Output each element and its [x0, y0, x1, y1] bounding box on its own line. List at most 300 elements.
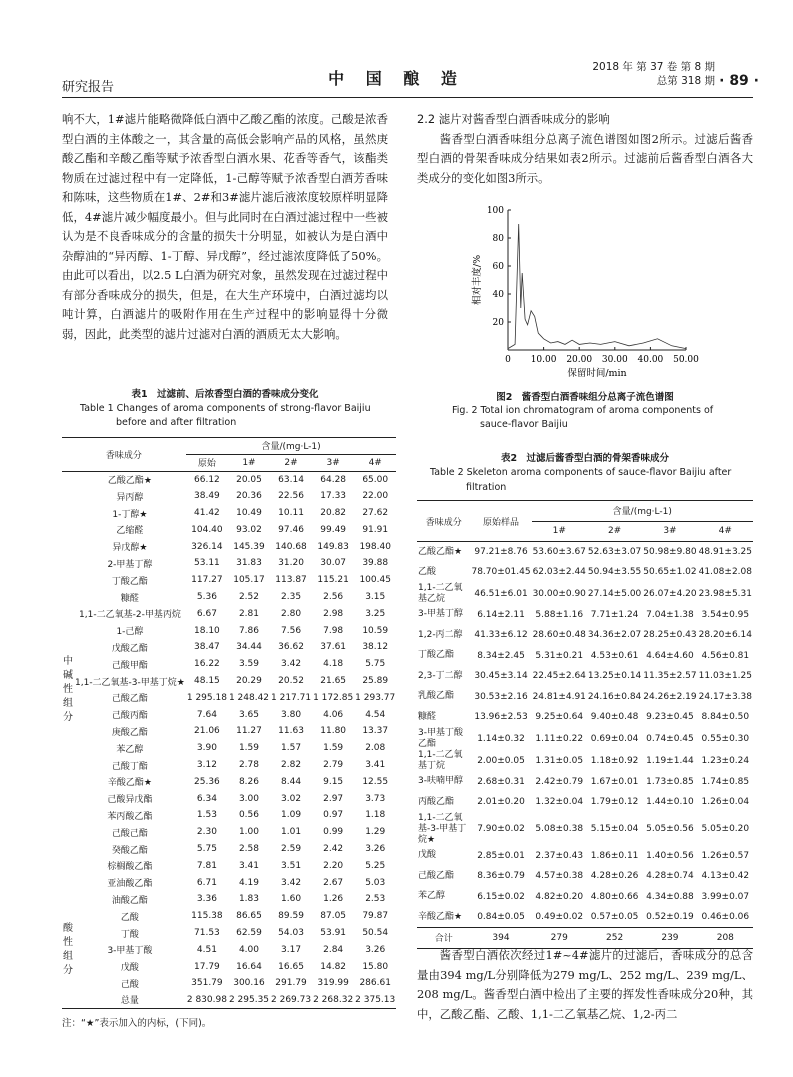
table2-cell-value: 48.91±3.25	[698, 547, 752, 557]
y-tick-label: 40	[492, 290, 504, 300]
table1-cell-value: 115.38	[191, 911, 223, 922]
table1-cell-value: 2.82	[281, 760, 302, 771]
table1-cell-value: 7.64	[196, 709, 217, 720]
table2-cell-value: 5.05±0.20	[701, 824, 750, 834]
table1-cell-value: 140.68	[275, 541, 307, 552]
table-row	[62, 925, 396, 942]
table2-header-original: 原始样品	[470, 501, 531, 542]
table2-cell-name: 苯乙醇	[418, 891, 446, 902]
x-tick-label: 30.00	[601, 355, 628, 365]
table2-cell-value: 2.01±0.20	[477, 797, 525, 808]
table2-header-row	[417, 501, 753, 522]
table1-cell-value: 2.20	[323, 860, 344, 871]
table1-cell-value: 53.11	[194, 558, 220, 569]
table2-cell-value: 2.68±0.31	[477, 776, 525, 787]
table-row	[417, 583, 753, 605]
table2-total-row	[417, 928, 753, 949]
table1-cell-value: 1.60	[281, 894, 302, 905]
table1	[62, 437, 396, 1009]
table1-cell-value: 16.22	[194, 659, 220, 670]
table1-cell-name: 辛酸乙酯★	[107, 778, 152, 789]
table2-cell-value: 4.56±0.81	[701, 650, 750, 661]
table2-cell-value: 0.49±0.02	[535, 912, 584, 922]
table1-cell-value: 20.82	[320, 508, 347, 519]
table1-cell-value: 7.56	[281, 625, 302, 636]
table-row	[417, 792, 753, 813]
table-row	[62, 505, 396, 522]
table2-cell-value: 24.16±0.84	[587, 691, 642, 702]
table2-cell-value: 8.34±2.45	[477, 650, 525, 661]
table1-cell-value: 5.36	[196, 592, 217, 603]
table1-header-col: 4#	[354, 454, 396, 471]
table1-header-component: 香味成分	[62, 438, 186, 472]
table-row	[417, 728, 753, 750]
table1-total-spacer	[62, 992, 74, 1009]
table1-cell-name: 丁酸	[120, 929, 139, 940]
table1-cell-value: 326.14	[191, 541, 223, 552]
table1-cell-value: 25.36	[194, 776, 220, 787]
table2-cell-value: 2.37±0.43	[535, 850, 584, 861]
table1-cell-value: 3.00	[238, 793, 259, 804]
table2-cell-value: 28.20±6.14	[698, 630, 752, 641]
table1-cell-value: 16.65	[278, 961, 304, 972]
table1-cell-value: 13.37	[362, 726, 389, 737]
table1-cell-value: 22.00	[362, 491, 389, 502]
y-axis-label: 相对丰度/%	[472, 254, 483, 306]
table1-cell-value: 2.42	[323, 844, 344, 855]
table1-cell-value: 1.18	[365, 810, 386, 821]
table2-cell-value: 8.36±0.79	[477, 871, 525, 882]
table2-cell-value: 1.32±0.04	[535, 797, 584, 808]
table1-cell-name: 1,1-二乙氧基-3-甲基丁烷★	[75, 677, 185, 688]
page-number: · 89 ·	[719, 73, 759, 89]
figure2-chromatogram	[460, 200, 700, 380]
table1-cell-value: 4.00	[238, 944, 259, 955]
table2-total-value: 239	[642, 928, 697, 949]
table2-cell-value: 24.26±2.19	[643, 691, 697, 702]
table1-cell-value: 5.03	[365, 877, 386, 888]
table1-total-value: 2 830.98	[186, 992, 228, 1009]
table-row	[62, 757, 396, 774]
table-row	[417, 646, 753, 667]
table-row	[62, 605, 396, 622]
table2-cell-value: 6.15±0.02	[477, 891, 525, 902]
table1-cell-name: 己酸丁酯	[111, 761, 148, 772]
table1-cell-value: 3.41	[238, 860, 259, 871]
table1-cell-value: 3.26	[365, 844, 386, 855]
table2-cell-value: 5.88±1.16	[535, 609, 584, 620]
table-row	[62, 471, 396, 488]
table2-cell-value: 27.14±5.00	[587, 588, 642, 599]
x-tick-label: 50.00	[673, 355, 699, 365]
table2-cell-value: 2.00±0.05	[477, 755, 525, 766]
table1-cell-value: 3.51	[281, 860, 302, 871]
table1-cell-name: 戊酸	[120, 963, 139, 974]
table-row	[417, 813, 753, 846]
table2-cell-value: 0.74±0.45	[646, 733, 694, 744]
table2-cell-name: 乙酸	[418, 566, 437, 577]
table1-cell-value: 5.25	[365, 860, 386, 871]
table2-cell-value: 4.57±0.38	[535, 871, 584, 882]
table1-cell-value: 145.39	[233, 541, 265, 552]
table1-cell-value: 64.28	[320, 474, 347, 485]
table1-cell-value: 4.51	[196, 944, 217, 955]
table2-cell-value: 5.05±0.56	[646, 824, 694, 834]
table1-cell-value: 2.84	[323, 944, 344, 955]
table2-cell-value: 26.07±4.20	[643, 588, 697, 599]
table1-cell-value: 65.00	[362, 474, 389, 485]
table2-cell-value: 1.26±0.04	[701, 797, 750, 808]
table-row	[62, 622, 396, 639]
table1-cell-name: 1-己醇	[116, 627, 144, 638]
table1-cell-value: 48.15	[194, 676, 220, 687]
table2-total-value: 208	[698, 928, 753, 949]
table1-cell-value: 37.61	[320, 642, 347, 653]
table2-header-col: 2#	[587, 521, 642, 542]
table1-cell-value: 53.91	[320, 928, 347, 938]
table2-caption-en-2: filtration	[466, 482, 507, 493]
table1-cell-value: 3.73	[365, 793, 386, 804]
table1-cell-value: 2.81	[238, 608, 259, 619]
table-row	[62, 656, 396, 673]
table1-cell-value: 319.99	[317, 978, 349, 989]
table1-cell-value: 2.67	[323, 877, 344, 888]
table2-cell-value: 6.14±2.11	[477, 609, 525, 620]
table-row	[62, 639, 396, 656]
table1-cell-value: 2.30	[196, 827, 217, 838]
table2-cell-value: 8.84±0.50	[701, 712, 750, 723]
table2-cell-value: 30.00±0.90	[532, 588, 586, 599]
table2-cell-value: 4.64±4.60	[646, 650, 694, 661]
table2	[417, 500, 753, 949]
table1-cell-name: 己酸己酯	[111, 828, 148, 839]
table1-cell-value: 31.83	[236, 558, 262, 569]
table2-cell-value: 1.14±0.32	[477, 733, 525, 744]
table1-cell-value: 1 172.85	[313, 692, 354, 703]
table-row	[417, 562, 753, 583]
table2-cell-name: 乙酸乙酯★	[418, 546, 463, 557]
table1-cell-value: 2.98	[323, 608, 344, 619]
table2-cell-value: 0.46±0.06	[701, 912, 750, 922]
table1-cell-value: 1.09	[281, 810, 302, 821]
table1-cell-value: 8.44	[281, 776, 302, 787]
table1-cell-value: 2.80	[281, 608, 302, 619]
table-row	[62, 857, 396, 874]
table1-cell-value: 2.97	[323, 793, 344, 804]
section-heading: 2.2 滤片对酱香型白酒香味成分的影响	[417, 112, 610, 126]
table2-cell-name: 1,2-丙二醇	[418, 629, 463, 640]
table-row	[62, 740, 396, 757]
table1-cell-value: 63.14	[278, 474, 304, 485]
table2-cell-value: 1.73±0.85	[646, 776, 694, 787]
table1-cell-value: 11.27	[236, 726, 262, 737]
table1-cell-value: 14.82	[320, 961, 347, 972]
table2-cell-name: 2,3-丁二醇	[418, 670, 463, 681]
table-row	[417, 887, 753, 908]
table1-cell-value: 97.46	[278, 524, 304, 535]
table1-cell-name: 癸酸乙酯	[111, 845, 148, 856]
table1-cell-value: 3.65	[238, 709, 259, 720]
table1-cell-value: 38.12	[362, 642, 389, 653]
table1-cell-value: 10.49	[236, 508, 262, 519]
table-row	[417, 772, 753, 793]
table-row	[417, 750, 753, 772]
table1-cell-name: 苯丙酸乙酯	[107, 811, 153, 822]
table-row	[417, 866, 753, 887]
table1-cell-value: 115.21	[317, 575, 349, 586]
table-row	[62, 975, 396, 992]
table2-cell-value: 30.53±2.16	[474, 691, 528, 702]
table2-cell-value: 53.60±3.67	[532, 547, 586, 557]
table-row	[62, 689, 396, 706]
table2-cell-name: 3-甲基丁醇	[418, 609, 463, 620]
table1-cell-value: 7.86	[238, 625, 259, 636]
table2-cell-value: 0.55±0.30	[701, 733, 750, 744]
table1-cell-value: 38.49	[194, 491, 220, 502]
table1-cell-value: 31.20	[278, 558, 304, 569]
table2-cell-value: 30.45±3.14	[474, 671, 528, 682]
y-tick-label: 80	[492, 234, 504, 244]
table-row	[62, 555, 396, 572]
table1-cell-name: 乙缩醛	[116, 526, 144, 537]
table2-cell-value: 5.08±0.38	[535, 824, 584, 834]
table1-cell-value: 3.02	[281, 793, 302, 804]
table2-cell-value: 1.86±0.11	[590, 850, 639, 861]
table1-cell-value: 4.54	[365, 709, 386, 720]
table2-cell-value: 4.82±0.20	[535, 891, 584, 902]
table1-cell-value: 22.56	[278, 491, 304, 502]
table1-cell-value: 21.06	[194, 726, 220, 737]
table2-cell-value: 13.96±2.53	[474, 712, 528, 723]
table-row	[62, 673, 396, 690]
table2-cell-value: 7.90±0.02	[477, 824, 525, 834]
table2-cell-value: 4.28±0.26	[590, 871, 639, 882]
table1-total-row	[62, 992, 396, 1009]
table2-cell-value: 50.65±1.02	[643, 567, 697, 578]
table2-total-value: 279	[532, 928, 587, 949]
table1-cell-value: 149.83	[317, 541, 349, 552]
table1-cell-value: 1.57	[281, 743, 302, 754]
table1-cell-value: 30.07	[320, 558, 347, 569]
table1-cell-value: 2.79	[323, 760, 344, 771]
table1-cell-name: 异丙醇	[116, 492, 144, 503]
table2-cell-value: 0.84±0.05	[477, 912, 525, 922]
table1-cell-name: 乙酸	[120, 912, 139, 923]
table1-cell-name: 苯乙醇	[116, 744, 144, 755]
table2-cell-value: 78.70±01.45	[471, 567, 531, 578]
table1-cell-value: 15.80	[362, 961, 389, 972]
table2-cell-value: 5.15±0.04	[590, 824, 639, 834]
table2-cell-value: 3.99±0.07	[701, 891, 750, 902]
x-tick-label: 20.00	[566, 355, 593, 365]
table-note: 注：“★”表示加入的内标，(下同)。	[62, 1018, 212, 1029]
table1-cell-value: 2.35	[281, 592, 302, 603]
table2-cell-value: 11.03±1.25	[698, 671, 752, 682]
table1-cell-name: 戊酸乙酯	[111, 643, 148, 654]
table1-cell-value: 50.54	[362, 928, 389, 938]
table1-header-content: 含量/(mg·L-1)	[186, 438, 396, 455]
table1-cell-value: 3.15	[365, 592, 386, 603]
table1-cell-value: 1.83	[238, 894, 259, 905]
table-row	[62, 841, 396, 858]
table1-cell-value: 2.52	[238, 592, 259, 603]
table1-cell-value: 1.01	[281, 827, 302, 838]
table1-cell-value: 21.65	[320, 676, 347, 687]
table2-cell-name: 乳酸乙酯	[418, 691, 455, 702]
table2-cell-value: 0.52±0.19	[646, 912, 694, 922]
table1-cell-name: 油酸乙酯	[111, 895, 148, 906]
table1-cell-value: 36.62	[278, 642, 304, 653]
table2-cell-value: 1.74±0.85	[701, 776, 750, 787]
table2-cell-name: 丁酸乙酯	[418, 650, 455, 661]
y-tick-label: 20	[492, 318, 504, 328]
issue-info	[592, 60, 715, 88]
header-rule	[62, 97, 753, 98]
table1-cell-value: 27.62	[362, 508, 389, 519]
table2-cell-value: 28.25±0.43	[643, 630, 697, 641]
table2-cell-value: 50.98±9.80	[643, 547, 697, 557]
table1-header-row	[62, 438, 396, 455]
y-tick-label: 60	[492, 262, 504, 272]
table1-cell-value: 6.67	[196, 608, 217, 619]
table1-cell-name: 庚酸乙酯	[111, 727, 148, 738]
figure2-caption-en-2: sauce-flavor Baijiu	[480, 419, 568, 430]
table1-caption-en-1: Table 1 Changes of aroma components of strong-flavor Baijiu	[80, 403, 371, 414]
table1-cell-value: 8.26	[238, 776, 259, 787]
table2-caption-en-1: Table 2 Skeleton aroma components of sauce-flavor Baijiu after	[430, 467, 732, 478]
table1-cell-value: 18.10	[194, 625, 220, 636]
table2-header-col: 1#	[532, 521, 587, 542]
table1-cell-value: 113.87	[275, 575, 307, 586]
table1-cell-value: 4.19	[238, 877, 259, 888]
table1-total-value: 2 295.35	[228, 992, 270, 1009]
table-row	[62, 941, 396, 958]
table2-cell-value: 22.45±2.64	[532, 671, 586, 682]
table2-cell-value: 4.13±0.42	[701, 871, 750, 882]
table1-cell-value: 7.81	[196, 860, 217, 871]
table2-cell-value: 34.36±2.07	[587, 630, 642, 641]
table2-cell-value: 9.40±0.48	[590, 712, 639, 723]
table2-caption-cn: 表2 过滤后酱香型白酒的骨架香味成分	[500, 453, 670, 464]
table1-cell-name: 2-甲基丁醇	[107, 559, 153, 570]
table2-cell-value: 50.94±3.55	[587, 567, 642, 578]
table-row	[417, 605, 753, 626]
table1-header-col: 1#	[228, 454, 270, 471]
table1-total-value: 2 269.73	[270, 992, 312, 1009]
table2-cell-value: 7.71±1.24	[590, 609, 639, 620]
table1-cell-value: 3.42	[281, 659, 302, 670]
table1-total-value: 2 268.32	[312, 992, 354, 1009]
table1-cell-value: 117.27	[191, 575, 223, 586]
table-row	[62, 891, 396, 908]
table1-cell-value: 1.00	[238, 827, 259, 838]
table1-cell-value: 2.08	[365, 743, 386, 754]
table2-cell-value: 9.23±0.45	[646, 712, 694, 723]
table1-group-acid: 酸性组分	[63, 922, 73, 976]
table2-cell-name: 1,1-二乙氧基丁烷	[418, 749, 463, 771]
table2-cell-name: 3-甲基丁酸乙酯	[418, 727, 463, 749]
table1-cell-value: 20.36	[236, 491, 262, 502]
table1-cell-value: 3.12	[196, 760, 217, 771]
table2-cell-name: 1,1-二乙氧基-3-甲基丁烷★	[418, 812, 467, 845]
table1-cell-value: 7.98	[323, 625, 344, 636]
table1-cell-value: 20.29	[236, 676, 262, 687]
table1-cell-name: 己酸异戊酯	[107, 795, 153, 806]
table1-cell-value: 66.12	[194, 474, 220, 485]
table-row	[417, 687, 753, 708]
table1-cell-value: 93.02	[236, 524, 262, 535]
table1-cell-value: 291.79	[275, 978, 307, 989]
table1-cell-value: 100.45	[359, 575, 391, 586]
table-row	[417, 907, 753, 928]
table-row	[62, 807, 396, 824]
table1-cell-value: 2.53	[365, 894, 386, 905]
table1-cell-value: 41.42	[194, 508, 220, 519]
table1-cell-name: 亚油酸乙酯	[107, 879, 153, 890]
y-tick-label: 100	[486, 206, 504, 216]
table-row	[62, 706, 396, 723]
table-row	[62, 723, 396, 740]
table1-cell-value: 1 248.42	[228, 692, 270, 703]
table1-total-label: 总量	[74, 992, 186, 1009]
table2-cell-value: 7.04±1.38	[646, 609, 694, 620]
table-row	[62, 790, 396, 807]
table1-cell-value: 3.36	[196, 894, 217, 905]
table1-cell-name: 1,1-二乙氧基-2-甲基丙烷	[79, 610, 181, 621]
table1-cell-name: 己酸丙酯	[111, 711, 148, 722]
table1-group-neutral: 中碱性组分	[63, 655, 73, 723]
table1-cell-value: 11.80	[320, 726, 347, 737]
table1-cell-value: 6.71	[196, 877, 217, 888]
table1-cell-value: 91.91	[362, 524, 389, 535]
table2-header-col: 4#	[698, 521, 753, 542]
table1-cell-value: 3.80	[281, 709, 302, 720]
table2-cell-value: 2.85±0.01	[477, 850, 525, 861]
table1-cell-value: 20.05	[236, 474, 262, 485]
table1-cell-name: 己酸甲酯	[111, 660, 148, 671]
table2-cell-name: 戊酸	[418, 850, 437, 861]
table-row	[417, 666, 753, 687]
bottom-paragraph: 酱香型白酒依次经过1#~4#滤片的过滤后，香味成分的总含量由394 mg/L分别降低为279 mg/L、252 mg/L、239 mg/L、208 mg/L。酱香型白酒中检出了主要的挥发性香味成分20种，其中，乙酸乙酯、乙酸、1,1-二乙氧基乙烷、1,2-丙二	[417, 948, 753, 1021]
table1-cell-value: 0.99	[323, 827, 344, 838]
table1-cell-value: 1 217.71	[271, 692, 312, 703]
table1-cell-value: 3.59	[238, 659, 259, 670]
table1-cell-value: 99.49	[320, 524, 347, 535]
figure2-caption-cn: 图2 酱香型白酒香味组分总离子流色谱图	[496, 392, 674, 403]
table-row	[62, 824, 396, 841]
table1-header-col: 原始	[186, 454, 228, 471]
bottom-body-text	[417, 946, 753, 1024]
table1-cell-value: 0.97	[323, 810, 344, 821]
table1-cell-value: 3.17	[281, 944, 302, 955]
table1-cell-value: 11.63	[278, 726, 304, 737]
table1-header-col: 3#	[312, 454, 354, 471]
table2-cell-value: 24.81±4.91	[532, 691, 586, 702]
x-axis-label: 保留时间/min	[567, 368, 627, 379]
table1-header-col: 2#	[270, 454, 312, 471]
table2-cell-name: 丙酸乙酯	[418, 796, 455, 807]
table2-cell-value: 41.08±2.08	[698, 567, 752, 578]
table-row	[62, 538, 396, 555]
table2-cell-value: 97.21±8.76	[474, 547, 528, 557]
table1-cell-name: 丁酸乙酯	[111, 576, 148, 587]
table1-cell-value: 1 295.18	[186, 692, 227, 703]
table2-cell-name: 辛酸乙酯★	[418, 911, 463, 922]
table1-cell-value: 39.88	[362, 558, 389, 569]
table2-cell-value: 62.03±2.44	[532, 567, 586, 578]
table1-cell-name: 异戊醇★	[112, 543, 148, 554]
left-body-text	[62, 110, 388, 344]
